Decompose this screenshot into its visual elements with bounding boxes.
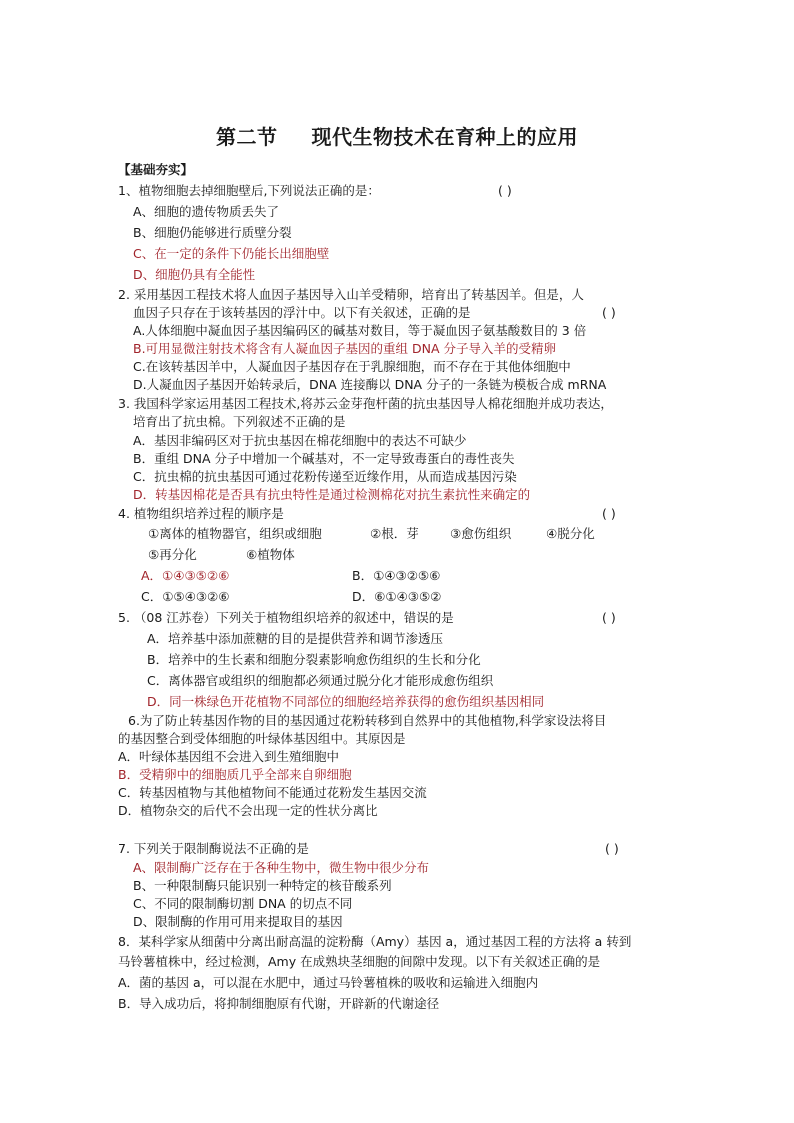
question-4-step: ⑥植物体: [246, 547, 295, 562]
question-7-option-a: A、限制酶广泛存在于各种生物中，微生物中很少分布: [133, 860, 430, 875]
question-4-option-d: D．⑥①④③⑤②: [352, 589, 442, 604]
question-5-option-d: D．同一株绿色开花植物不同部位的细胞经培养获得的愈伤组织基因相同: [147, 694, 545, 709]
question-5-option-a: A．培养基中添加蔗糖的目的是提供营养和调节渗透压: [147, 631, 444, 646]
question-4-step: ①离体的植物器官，组织或细胞: [148, 526, 322, 541]
question-4-option-a: A．①④③⑤②⑥: [141, 568, 230, 583]
question-3-option-c: C．抗虫棉的抗虫基因可通过花粉传递至近缘作用，从而造成基因污染: [133, 469, 517, 484]
question-4-stem: 4. 植物组织培养过程的顺序是: [118, 506, 284, 521]
question-8-stem-line-1: 8．某科学家从细菌中分离出耐高温的淀粉酶（Amy）基因 a，通过基因工程的方法将 a 转到: [118, 934, 632, 949]
question-6-option-c: C．转基因植物与其他植物间不能通过花粉发生基因交流: [118, 785, 427, 800]
question-8-option-a: A．菌的基因 a，可以混在水肥中，通过马铃薯植株的吸收和运输进入细胞内: [118, 975, 539, 990]
question-7-option-c: C、不同的限制酶切割 DNA 的切点不同: [133, 896, 353, 911]
question-5-answer-blank: ( ): [602, 610, 616, 625]
question-6-option-a: A．叶绿体基因组不会进入到生殖细胞中: [118, 749, 340, 764]
question-1-option-a: A、细胞的遗传物质丢失了: [133, 204, 280, 219]
question-1-option-d: D、细胞仍具有全能性: [133, 267, 256, 282]
question-8-stem-line-2: 马铃薯植株中，经过检测，Amy 在成熟块茎细胞的间隙中发现。以下有关叙述正确的是: [118, 954, 601, 969]
title-text: 现代生物技术在育种上的应用: [311, 125, 578, 149]
question-7-option-b: B、一种限制酶只能识别一种特定的核苷酸系列: [133, 878, 392, 893]
question-2-option-a: A.人体细胞中凝血因子基因编码区的碱基对数目，等于凝血因子氨基酸数目的 3 倍: [133, 323, 587, 338]
question-7-stem: 7. 下列关于限制酶说法不正确的是: [118, 841, 309, 856]
question-1-stem: 1、植物细胞去掉细胞壁后,下列说法正确的是：: [118, 183, 380, 198]
question-6-stem-line-1: 6.为了防止转基因作物的目的基因通过花粉转移到自然界中的其他植物,科学家设法将目: [128, 713, 607, 728]
question-5-stem: 5. （08 江苏卷）下列关于植物组织培养的叙述中，错误的是: [118, 610, 454, 625]
question-6-option-b: B．受精卵中的细胞质几乎全部来自卵细胞: [118, 767, 352, 782]
question-4-answer-blank: ( ): [602, 506, 616, 521]
question-1-option-b: B、细胞仍能够进行质壁分裂: [133, 225, 292, 240]
section-heading: 【基础夯实】: [118, 162, 194, 177]
question-2-option-b: B.可用显微注射技术将含有人凝血因子基因的重组 DNA 分子导入羊的受精卵: [133, 341, 557, 356]
question-2-answer-blank: ( ): [602, 305, 616, 320]
question-1-answer-blank: ( ): [498, 183, 512, 198]
question-5-option-c: C．离体器官或组织的细胞都必须通过脱分化才能形成愈伤组织: [147, 673, 494, 688]
question-3-stem-line-2: 培育出了抗虫棉。下列叙述不正确的是: [133, 414, 346, 429]
question-3-stem-line-1: 3. 我国科学家运用基因工程技术,将苏云金芽孢杆菌的抗虫基因导人棉花细胞并成功表达，: [118, 396, 613, 411]
question-5-option-b: B．培养中的生长素和细胞分裂素影响愈伤组织的生长和分化: [147, 652, 481, 667]
question-2-option-c: C.在该转基因羊中，人凝血因子基因存在于乳腺细胞，而不存在于其他体细胞中: [133, 359, 571, 374]
question-6-stem-line-2: 的基因整合到受体细胞的叶绿体基因组中。其原因是: [118, 731, 406, 746]
question-3-option-a: A．基因非编码区对于抗虫基因在棉花细胞中的表达不可缺少: [133, 433, 467, 448]
question-7-option-d: D、限制酶的作用可用来提取目的基因: [133, 914, 343, 929]
question-3-option-b: B．重组 DNA 分子中增加一个碱基对，不一定导致毒蛋白的毒性丧失: [133, 451, 515, 466]
question-4-option-c: C．①⑤④③②⑥: [141, 589, 230, 604]
question-7-answer-blank: ( ): [605, 841, 619, 856]
question-2-stem-line-2: 血因子只存在于该转基因的浮汁中。以下有关叙述，正确的是: [133, 305, 471, 320]
question-4-option-b: B．①④③②⑤⑥: [352, 568, 441, 583]
question-2-option-d: D.人凝血因子基因开始转录后，DNA 连接酶以 DNA 分子的一条链为模板合成 mRNA: [133, 377, 607, 392]
question-8-option-b: B．导入成功后，将抑制细胞原有代谢，开辟新的代谢途径: [118, 996, 440, 1011]
question-2-stem-line-1: 2. 采用基因工程技术将人血因子基因导入山羊受精卵，培育出了转基因羊。但是，人: [118, 287, 584, 302]
question-4-step: ③愈伤组织: [450, 526, 512, 541]
title-section-number: 第二节: [216, 125, 278, 149]
page-title: [0, 124, 794, 150]
question-4-step: ②根．芽: [370, 526, 419, 541]
question-1-option-c: C、在一定的条件下仍能长出细胞壁: [133, 246, 330, 261]
question-4-step: ⑤再分化: [148, 547, 197, 562]
question-3-option-d: D．转基因棉花是否具有抗虫特性是通过检测棉花对抗生素抗性来确定的: [133, 487, 531, 502]
question-4-step: ④脱分化: [546, 526, 595, 541]
question-6-option-d: D．植物杂交的后代不会出现一定的性状分离比: [118, 803, 378, 818]
